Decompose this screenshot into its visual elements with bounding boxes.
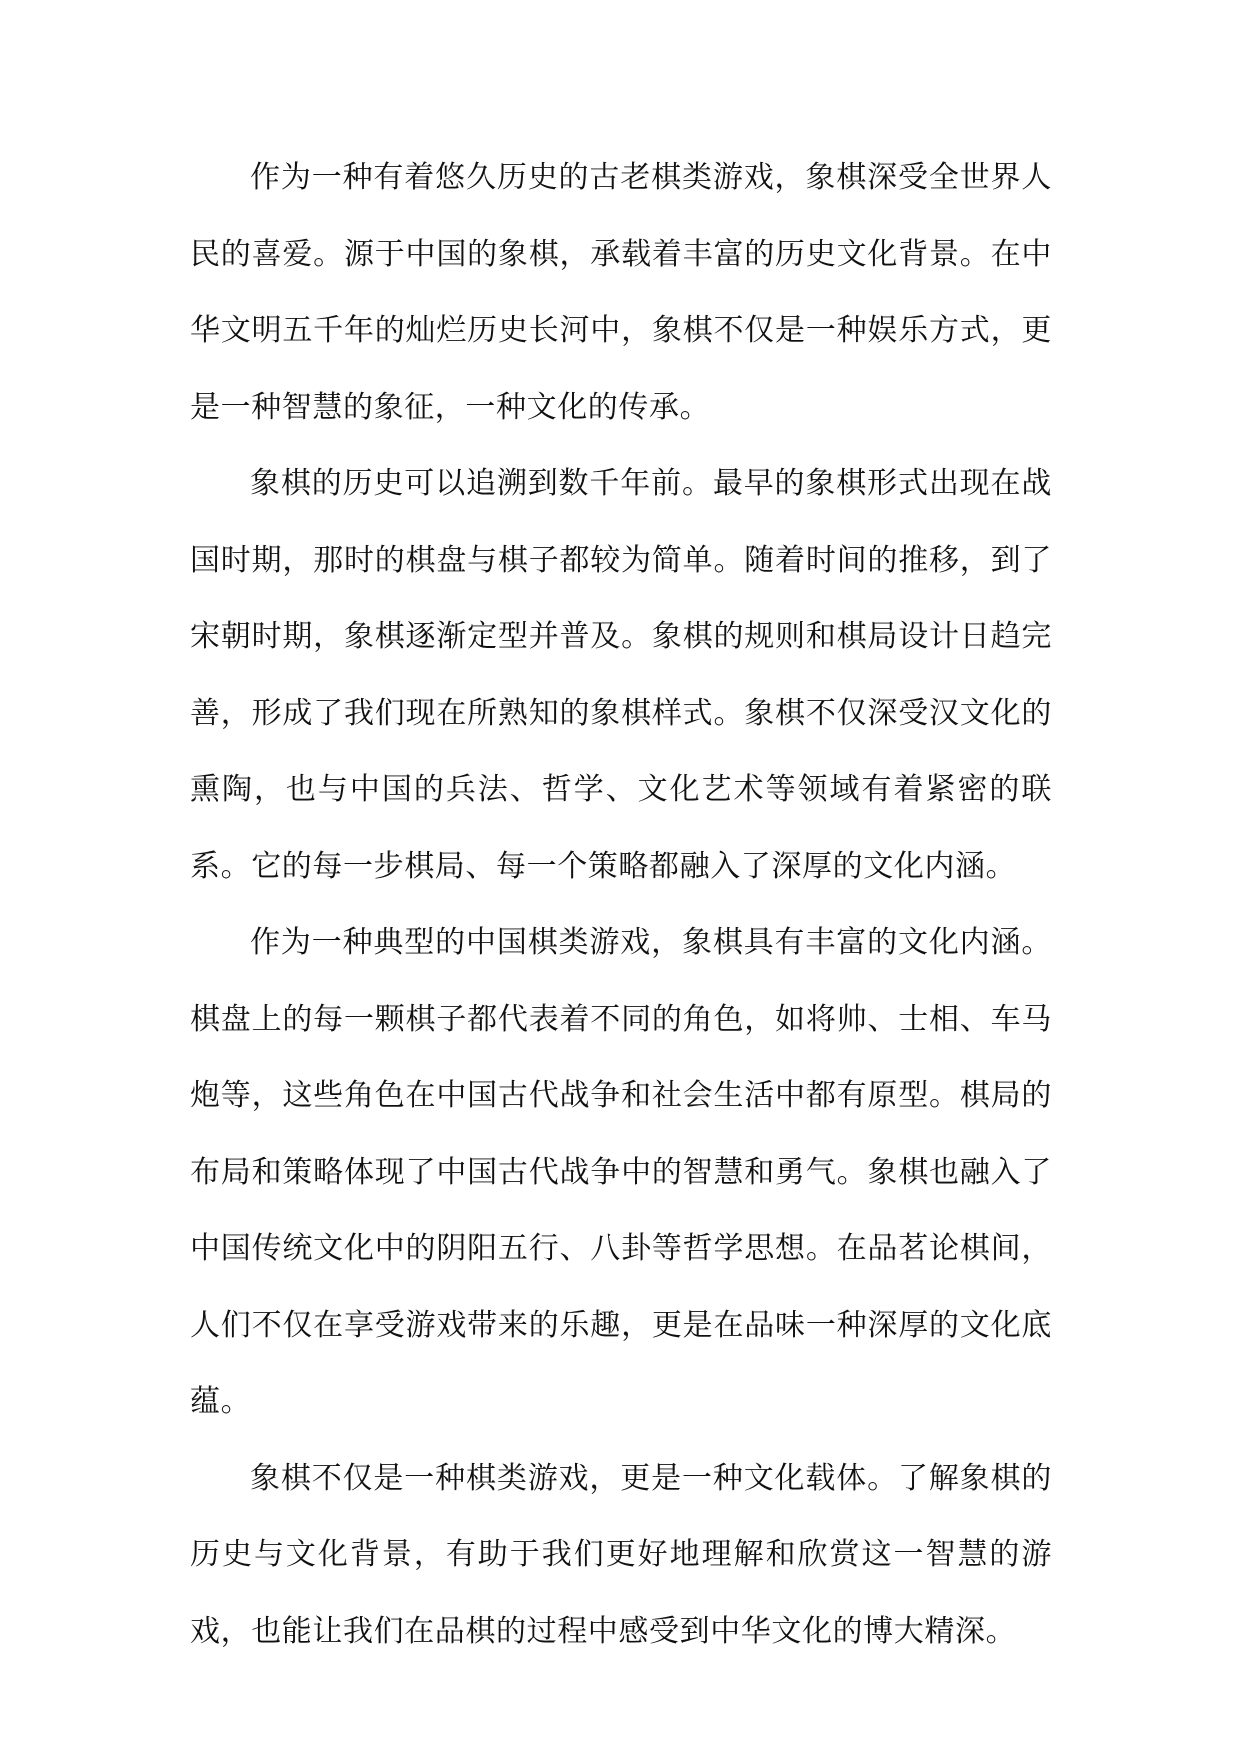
paragraph-2: 象棋的历史可以追溯到数千年前。最早的象棋形式出现在战国时期，那时的棋盘与棋子都较为简单。随着时间的推移，到了宋朝时期，象棋逐渐定型并普及。象棋的规则和棋局设计日趋完善，形成了我们现在所熟知的象棋样式。象棋不仅深受汉文化的熏陶，也与中国的兵法、哲学、文化艺术等领域有着紧密的联系。它的每一步棋局、每一个策略都融入了深厚的文化内涵。 — [190, 466, 1052, 884]
paragraph-1: 作为一种有着悠久历史的古老棋类游戏，象棋深受全世界人民的喜爱。源于中国的象棋，承载着丰富的历史文化背景。在中华文明五千年的灿烂历史长河中，象棋不仅是一种娱乐方式，更是一种智慧的象征，一种文化的传承。 — [190, 160, 1052, 425]
paragraph-4: 象棋不仅是一种棋类游戏，更是一种文化载体。了解象棋的历史与文化背景，有助于我们更好地理解和欣赏这一智慧的游戏，也能让我们在品棋的过程中感受到中华文化的博大精深。 — [190, 1460, 1052, 1649]
paragraph-3: 作为一种典型的中国棋类游戏，象棋具有丰富的文化内涵。棋盘上的每一颗棋子都代表着不同的角色，如将帅、士相、车马炮等，这些角色在中国古代战争和社会生活中都有原型。棋局的布局和策略体现了中国古代战争中的智慧和勇气。象棋也融入了中国传统文化中的阴阳五行、八卦等哲学思想。在品茗论棋间，人们不仅在享受游戏带来的乐趣，更是在品味一种深厚的文化底蕴。 — [190, 925, 1052, 1419]
document-body — [190, 140, 1052, 1670]
